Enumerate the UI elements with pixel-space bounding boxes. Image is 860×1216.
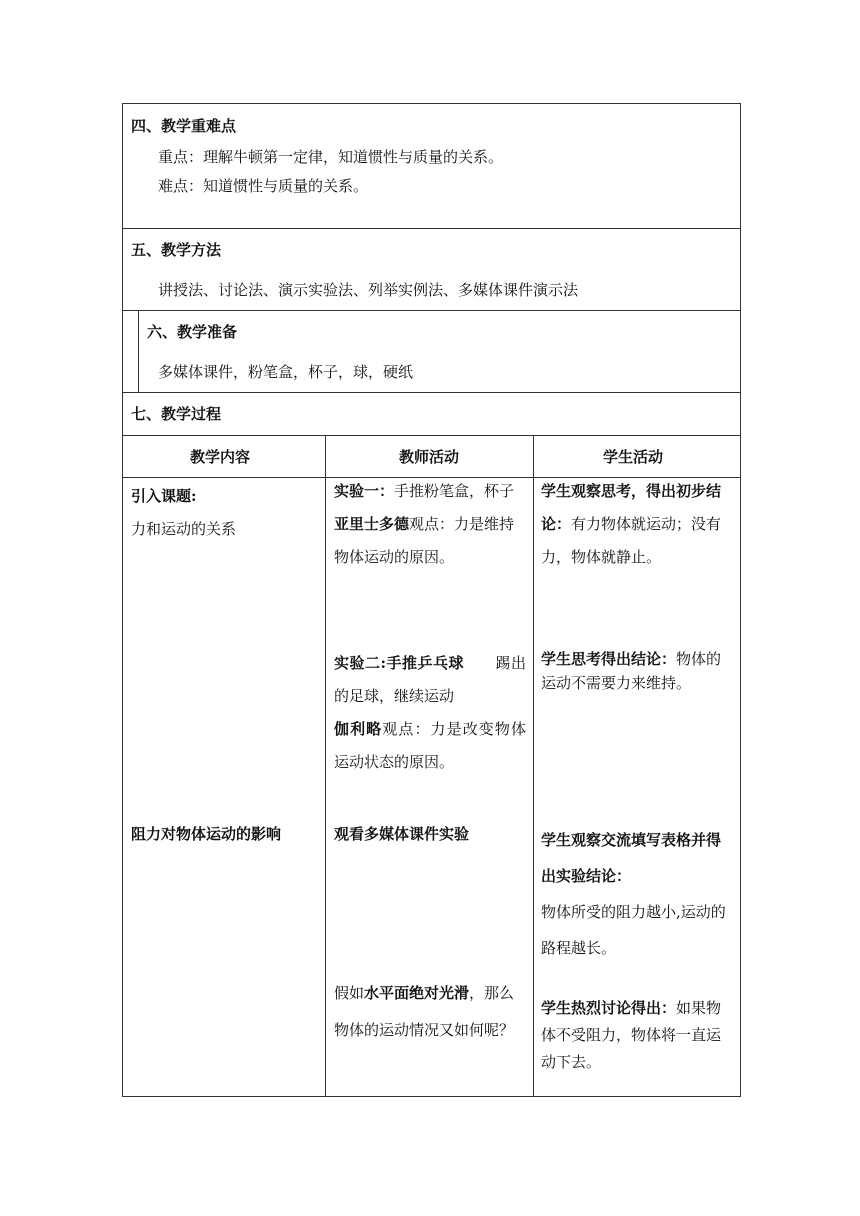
column-header-content: 教学内容	[190, 448, 251, 466]
galileo-name: 伽利略	[334, 720, 383, 738]
student-obs1-block	[541, 475, 735, 574]
aristotle-name: 亚里士多德	[334, 515, 410, 533]
think-text: 物体的运动不需要力来维持。	[541, 650, 722, 692]
intro-label: 引入课题:	[131, 487, 197, 505]
difficult-point-line	[158, 176, 368, 196]
section-heading-7: 七、教学过程	[131, 405, 222, 423]
teacher-exp1-block	[334, 475, 526, 574]
row-divider	[122, 435, 741, 436]
student-obs2-block	[541, 822, 735, 966]
column-divider	[533, 435, 534, 1097]
watch-label: 观看多媒体课件实验	[334, 825, 470, 843]
discuss-label: 学生热烈讨论得出：	[541, 999, 677, 1017]
key-point-label: 重点：	[158, 148, 204, 166]
key-point-text: 理解牛顿第一定律，知道惯性与质量的关系。	[203, 148, 504, 166]
section-heading-5: 五、教学方法	[131, 241, 222, 259]
resistance-label: 阻力对物体运动的影响	[131, 825, 282, 843]
exp2-label: 实验二:手推乒乓球	[334, 654, 464, 672]
suppose-bold: 水平面绝对光滑	[364, 984, 470, 1002]
exp1-label: 实验一：	[334, 482, 395, 500]
teacher-suppose-block	[334, 975, 526, 1049]
column-header-teacher: 教师活动	[399, 448, 460, 466]
discuss-text: 如果物体不受阻力，物体将一直运动下去。	[541, 999, 722, 1071]
column-header-student: 学生活动	[603, 448, 664, 466]
student-discuss-block	[541, 995, 735, 1076]
obs2-text: 物体所受的阻力越小,运动的路程越长。	[541, 903, 726, 957]
column-divider	[325, 435, 326, 1097]
think-label: 学生思考得出结论：	[541, 650, 677, 668]
suppose-pre: 假如	[334, 984, 365, 1002]
exp1-text: 手推粉笔盒，杯子	[394, 482, 515, 500]
intro-text: 力和运动的关系	[131, 520, 237, 538]
section-heading-4: 四、教学重难点	[131, 117, 237, 135]
difficult-point-label: 难点：	[158, 177, 204, 195]
aristotle-text: 观点：力是维持物体运动的原因。	[334, 515, 515, 566]
section-heading-6: 六、教学准备	[147, 323, 238, 341]
obs2-label: 学生观察交流填写表格并得出实验结论：	[541, 831, 722, 885]
inner-border-left	[138, 310, 139, 392]
row-divider	[122, 392, 741, 393]
obs1-text: 有力物体就运动；没有力，物体就静止。	[541, 515, 722, 566]
row-divider	[122, 228, 741, 229]
suppose-post: ，那么物体的运动情况又如何呢？	[334, 984, 515, 1039]
difficult-point-text: 知道惯性与质量的关系。	[203, 177, 369, 195]
exp2-text: 踢出的足球，继续运动	[334, 654, 526, 705]
preparation-text: 多媒体课件，粉笔盒，杯子，球，硬纸	[158, 363, 414, 381]
student-think-block	[541, 647, 735, 695]
method-text: 讲授法、讨论法、演示实验法、列举实例法、多媒体课件演示法	[158, 281, 579, 299]
teacher-exp2-block	[334, 647, 526, 779]
galileo-text: 观点：力是改变物体运动状态的原因。	[334, 720, 526, 771]
obs1-label: 学生观察思考，得出初步结论：	[541, 482, 722, 533]
row-divider	[122, 310, 741, 311]
key-point-line	[158, 147, 503, 167]
